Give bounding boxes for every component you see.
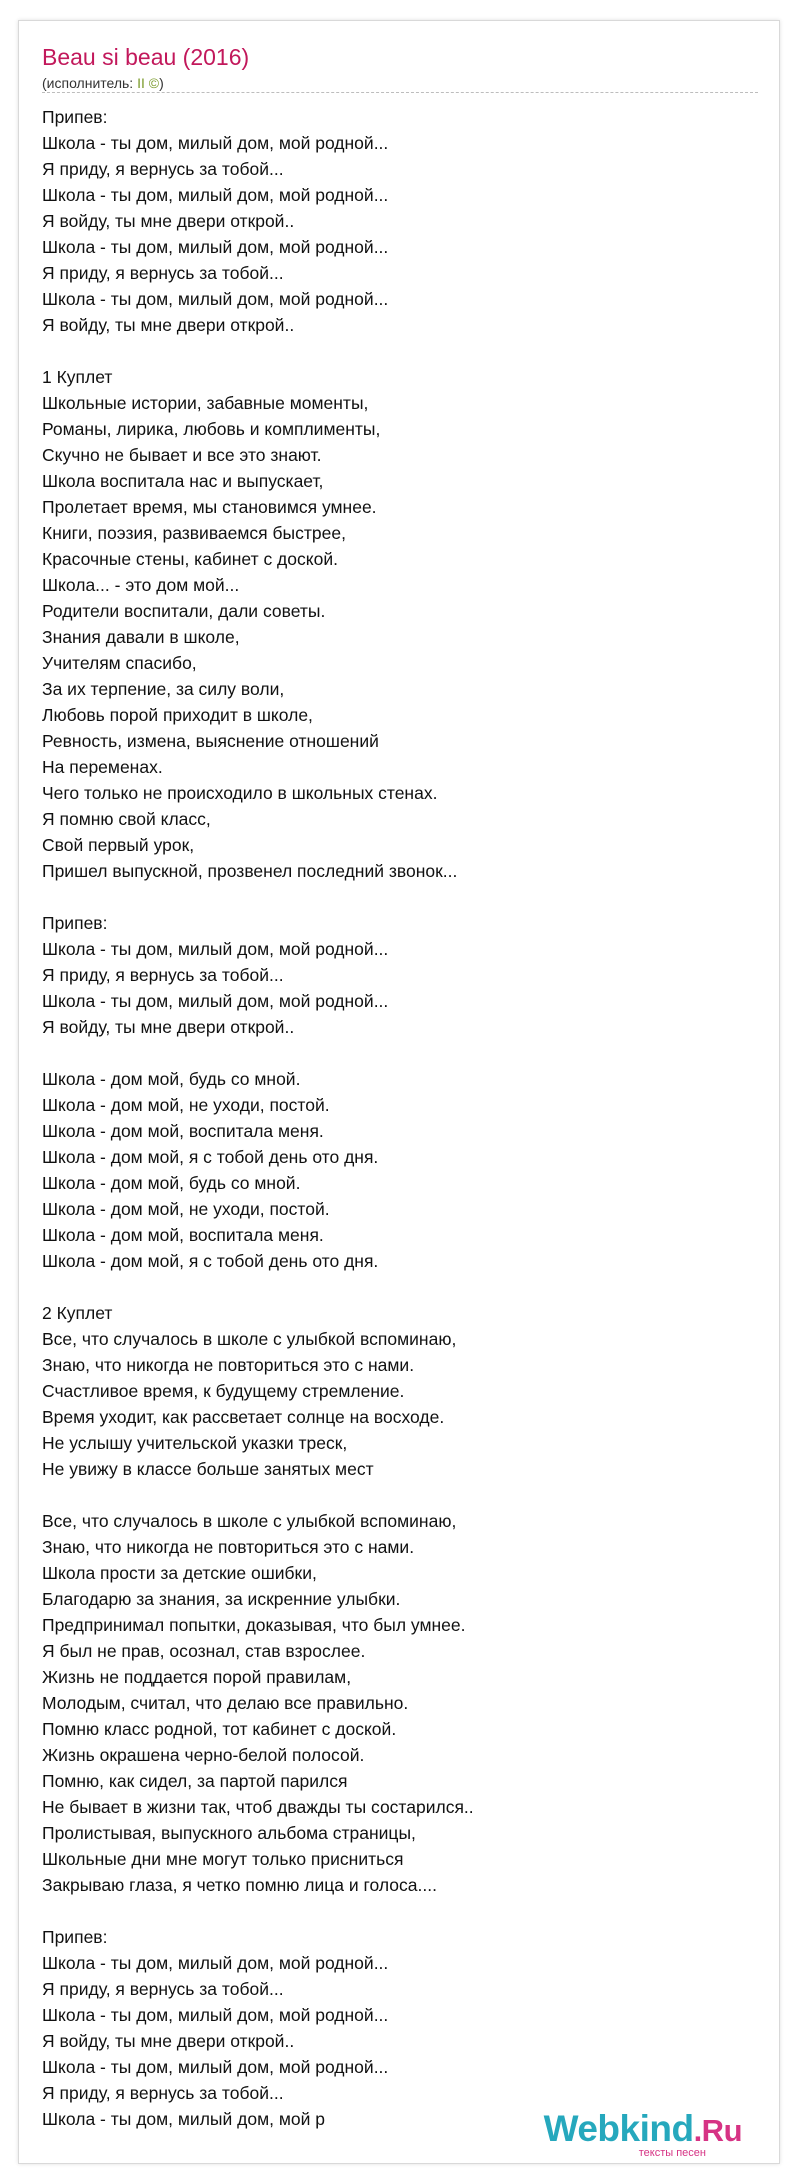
lyric-line: Все, что случалось в школе с улыбкой вспоминаю, xyxy=(42,1511,457,1531)
lyric-line: Школа - дом мой, будь со мной. xyxy=(42,1173,301,1193)
site-logo xyxy=(544,2110,742,2150)
lyric-line: Время уходит, как рассветает солнце на восходе. xyxy=(42,1407,445,1427)
lyric-line: Школа - ты дом, милый дом, мой родной... xyxy=(42,2005,389,2025)
lyric-line: Школа - ты дом, милый дом, мой родной... xyxy=(42,1953,389,1973)
lyric-line: Школа - дом мой, не уходи, постой. xyxy=(42,1095,330,1115)
lyric-line: Я приду, я вернусь за тобой... xyxy=(42,263,284,283)
lyric-line: Знания давали в школе, xyxy=(42,627,240,647)
lyric-line: Скучно не бывает и все это знают. xyxy=(42,445,322,465)
lyric-line: Припев: xyxy=(42,913,108,933)
lyric-line: Школа - ты дом, милый дом, мой родной... xyxy=(42,939,389,959)
lyric-line: Я приду, я вернусь за тобой... xyxy=(42,2083,284,2103)
lyric-line: Школа - дом мой, будь со мной. xyxy=(42,1069,301,1089)
logo-tagline: тексты песен xyxy=(638,2147,706,2159)
header-divider xyxy=(42,92,758,93)
logo-main: Webkind xyxy=(543,2108,694,2149)
lyric-line: Школа - дом мой, воспитала меня. xyxy=(42,1225,324,1245)
lyric-line: Школа - дом мой, я с тобой день ото дня. xyxy=(42,1147,379,1167)
lyric-line: Школьные истории, забавные моменты, xyxy=(42,393,369,413)
lyric-line: На переменах. xyxy=(42,757,163,777)
lyric-line: Благодарю за знания, за искренние улыбки. xyxy=(42,1589,401,1609)
lyric-line: Жизнь не поддается порой правилам, xyxy=(42,1667,352,1687)
lyric-line: Жизнь окрашена черно-белой полосой. xyxy=(42,1745,365,1765)
lyric-line: Школа - дом мой, не уходи, постой. xyxy=(42,1199,330,1219)
lyric-line: Школа - ты дом, милый дом, мой родной... xyxy=(42,185,389,205)
lyric-line: Знаю, что никогда не повториться это с нами. xyxy=(42,1355,415,1375)
copyright-link[interactable]: © xyxy=(148,75,160,91)
lyric-line: Я приду, я вернусь за тобой... xyxy=(42,1979,284,1999)
lyric-line xyxy=(42,338,758,364)
lyric-line: Я приду, я вернусь за тобой... xyxy=(42,965,284,985)
lyric-line: Школа... - это дом мой... xyxy=(42,575,240,595)
lyric-line: Не услышу учительской указки треск, xyxy=(42,1433,348,1453)
lyric-line: 1 Куплет xyxy=(42,367,113,387)
lyric-line: Свой первый урок, xyxy=(42,835,195,855)
lyric-line: Родители воспитали, дали советы. xyxy=(42,601,326,621)
artist-line xyxy=(42,74,758,92)
lyric-line xyxy=(42,1040,758,1066)
lyric-line: Школа - ты дом, милый дом, мой родной... xyxy=(42,237,389,257)
lyric-line: Школа - ты дом, милый дом, мой р xyxy=(42,2109,325,2129)
lyric-line: Школа - дом мой, воспитала меня. xyxy=(42,1121,324,1141)
lyric-line xyxy=(42,1274,758,1300)
lyric-line: Предпринимал попытки, доказывая, что был умнее. xyxy=(42,1615,466,1635)
lyric-line: Закрываю глаза, я четко помню лица и голоса.... xyxy=(42,1875,437,1895)
lyric-line: Я войду, ты мне двери открой.. xyxy=(42,1017,295,1037)
lyric-line: Я войду, ты мне двери открой.. xyxy=(42,211,295,231)
lyric-line: Красочные стены, кабинет с доской. xyxy=(42,549,338,569)
lyric-line: Не бывает в жизни так, чтоб дважды ты состарился.. xyxy=(42,1797,474,1817)
lyric-line: 2 Куплет xyxy=(42,1303,113,1323)
lyric-line: Я был не прав, осознал, став взрослее. xyxy=(42,1641,366,1661)
lyric-line: Ревность, измена, выяснение отношений xyxy=(42,731,379,751)
artist-suffix: ) xyxy=(159,75,164,91)
lyric-line: Школа - ты дом, милый дом, мой родной... xyxy=(42,991,389,1011)
lyric-line: Я войду, ты мне двери открой.. xyxy=(42,2031,295,2051)
artist-prefix: (исполнитель: xyxy=(42,75,138,91)
lyric-line: Школа - ты дом, милый дом, мой родной... xyxy=(42,2057,389,2077)
song-title: Beau si beau (2016) xyxy=(42,44,250,70)
lyric-line: Помню, как сидел, за партой парился xyxy=(42,1771,348,1791)
lyric-line: Школа - ты дом, милый дом, мой родной... xyxy=(42,289,389,309)
lyric-line: Все, что случалось в школе с улыбкой вспоминаю, xyxy=(42,1329,457,1349)
lyric-line xyxy=(42,1482,758,1508)
song-header xyxy=(42,42,758,92)
lyric-line xyxy=(42,884,758,910)
lyric-line: Припев: xyxy=(42,1927,108,1947)
lyric-line: Любовь порой приходит в школе, xyxy=(42,705,313,725)
lyric-line: Молодым, считал, что делаю все правильно. xyxy=(42,1693,409,1713)
lyric-line: Чего только не происходило в школьных стенах. xyxy=(42,783,438,803)
lyric-line: Школа воспитала нас и выпускает, xyxy=(42,471,324,491)
lyric-line: За их терпение, за силу воли, xyxy=(42,679,285,699)
logo-tld: .Ru xyxy=(693,2113,742,2148)
site-watermark xyxy=(544,2110,742,2159)
lyric-line: Знаю, что никогда не повториться это с нами. xyxy=(42,1537,415,1557)
lyric-line: Пролетает время, мы становимся умнее. xyxy=(42,497,377,517)
lyric-line: Школа прости за детские ошибки, xyxy=(42,1563,317,1583)
lyric-line: Школьные дни мне могут только присниться xyxy=(42,1849,404,1869)
lyric-line: Книги, поэзия, развиваемся быстрее, xyxy=(42,523,346,543)
lyric-line xyxy=(42,1898,758,1924)
lyric-line: Я войду, ты мне двери открой.. xyxy=(42,315,295,335)
lyric-line: Школа - ты дом, милый дом, мой родной... xyxy=(42,133,389,153)
lyric-line: Припев: xyxy=(42,107,108,127)
lyric-line: Я приду, я вернусь за тобой... xyxy=(42,159,284,179)
lyric-line: Романы, лирика, любовь и комплименты, xyxy=(42,419,381,439)
artist-link[interactable]: II xyxy=(137,75,145,91)
lyric-line: Не увижу в классе больше занятых мест xyxy=(42,1459,374,1479)
lyrics-text xyxy=(42,104,758,2132)
lyric-line: Счастливое время, к будущему стремление. xyxy=(42,1381,405,1401)
lyric-line: Учителям спасибо, xyxy=(42,653,197,673)
lyric-line: Пролистывая, выпускного альбома страницы, xyxy=(42,1823,416,1843)
lyric-line: Помню класс родной, тот кабинет с доской. xyxy=(42,1719,397,1739)
lyric-line: Я помню свой класс, xyxy=(42,809,211,829)
lyric-line: Пришел выпускной, прозвенел последний звонок... xyxy=(42,861,458,881)
lyric-line: Школа - дом мой, я с тобой день ото дня. xyxy=(42,1251,379,1271)
